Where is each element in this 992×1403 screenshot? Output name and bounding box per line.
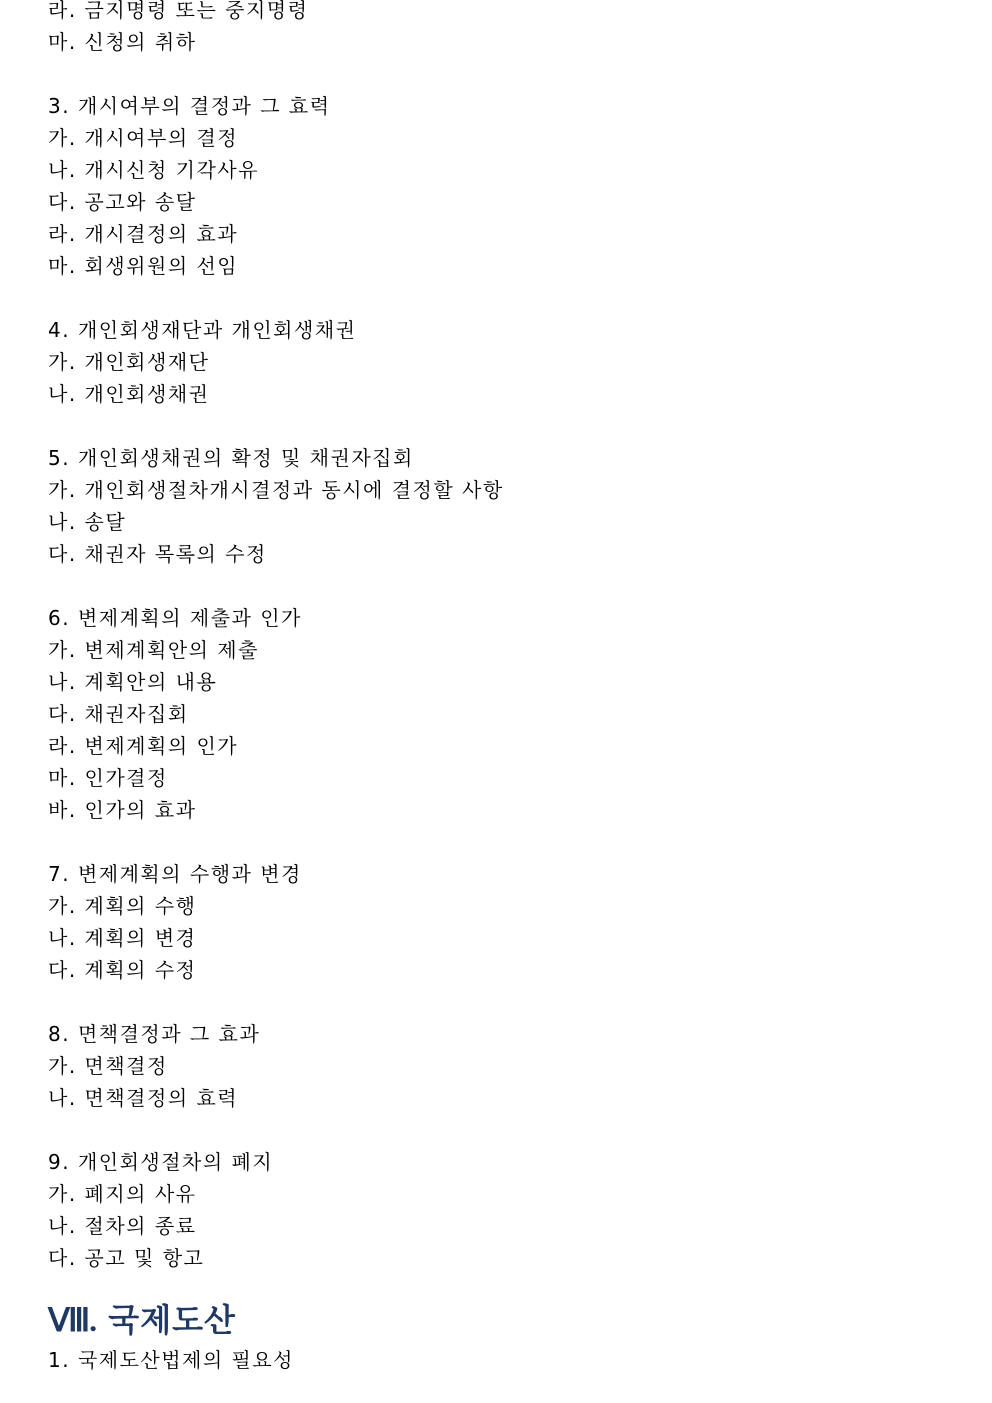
- list-item: 다. 채권자집회: [48, 702, 189, 726]
- section-heading: 7. 변제계획의 수행과 변경: [48, 862, 302, 886]
- spacer: [48, 410, 948, 442]
- section-heading: 8. 면책결정과 그 효과: [48, 1022, 261, 1046]
- list-item: 나. 개시신청 기각사유: [48, 158, 259, 182]
- list-item: 나. 개인회생채권: [48, 382, 210, 406]
- list-item: 다. 계획의 수정: [48, 958, 197, 982]
- list-item: 마. 인가결정: [48, 766, 168, 790]
- document-page: [48, 0, 948, 1376]
- list-item: 나. 송달: [48, 510, 127, 534]
- list-item: 바. 인가의 효과: [48, 798, 197, 822]
- chapter-number: Ⅷ.: [48, 1302, 97, 1338]
- chapter-heading: [48, 1296, 948, 1344]
- spacer: [48, 826, 948, 858]
- spacer: [48, 986, 948, 1018]
- list-item: 나. 계획안의 내용: [48, 670, 218, 694]
- section-heading: 1. 국제도산법제의 필요성: [48, 1348, 294, 1372]
- section-heading: 5. 개인회생채권의 확정 및 채권자집회: [48, 446, 414, 470]
- list-item: 가. 폐지의 사유: [48, 1182, 197, 1206]
- list-item: 마. 신청의 취하: [48, 30, 197, 54]
- list-item: 라. 금지명령 또는 중지명령: [48, 0, 309, 22]
- list-item: 가. 면책결정: [48, 1054, 168, 1078]
- list-item: 다. 공고 및 항고: [48, 1246, 205, 1270]
- section-heading: 9. 개인회생절차의 폐지: [48, 1150, 274, 1174]
- list-item: 나. 계획의 변경: [48, 926, 197, 950]
- list-item: 가. 변제계획안의 제출: [48, 638, 259, 662]
- section-heading: 3. 개시여부의 결정과 그 효력: [48, 94, 331, 118]
- list-item: 가. 개인회생절차개시결정과 동시에 결정할 사항: [48, 478, 504, 502]
- list-item: 나. 절차의 종료: [48, 1214, 197, 1238]
- list-item: 가. 계획의 수행: [48, 894, 197, 918]
- section-heading: 6. 변제계획의 제출과 인가: [48, 606, 302, 630]
- chapter-title: 국제도산: [108, 1301, 236, 1339]
- spacer: [48, 282, 948, 314]
- list-item: 다. 채권자 목록의 수정: [48, 542, 267, 566]
- list-item: 가. 개시여부의 결정: [48, 126, 239, 150]
- list-item: 라. 변제계획의 인가: [48, 734, 239, 758]
- list-item: 가. 개인회생재단: [48, 350, 210, 374]
- spacer: [48, 570, 948, 602]
- list-item: 나. 면책결정의 효력: [48, 1086, 239, 1110]
- list-item: 마. 회생위원의 선임: [48, 254, 239, 278]
- list-item: 다. 공고와 송달: [48, 190, 197, 214]
- section-heading: 4. 개인회생재단과 개인회생채권: [48, 318, 357, 342]
- list-item: 라. 개시결정의 효과: [48, 222, 239, 246]
- spacer: [48, 1114, 948, 1146]
- spacer: [48, 58, 948, 90]
